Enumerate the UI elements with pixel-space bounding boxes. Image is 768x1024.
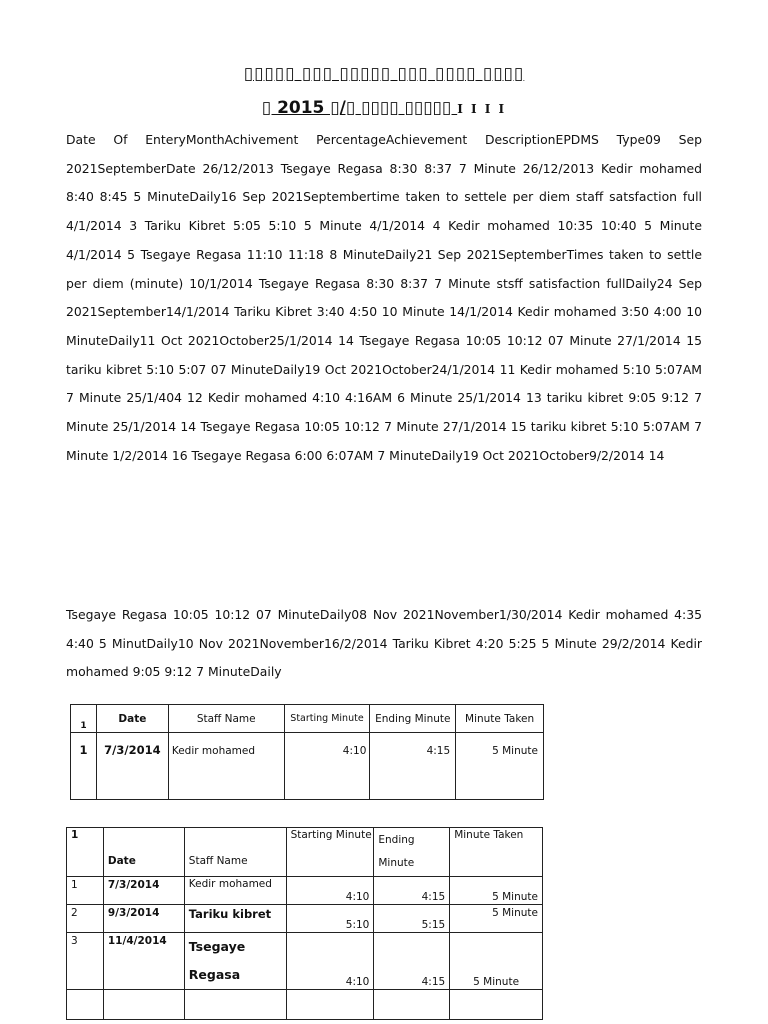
table-corner-cell: 1 [71,705,97,733]
table-header-row [67,828,543,877]
body-paragraph-1: Date Of EnteryMonthAchivement PercentageAchievement DescriptionEPDMS Type09 Sep 2021SeptemberDate 26/12/2013 Tsegaye Regasa 8:30 8:37 7 Minute 26/12/2013 Kedir mohamed 8:40 8:45 5 MinuteDaily16 Sep 2021Septembertime taken to settele per diem staff satsfaction full 4/1/2014 3 Tariku Kibret 5:05 5:10 5 Minute 4/1/2014 4 Kedir mohamed 10:35 10:40 5 Minute 4/1/2014 5 Tsegaye Regasa 11:10 11:18 8 MinuteDaily21 Sep 2021SeptemberTimes taken to settle per diem (minute) 10/1/2014 Tsegaye Regasa 8:30 8:37 7 Minute stsff satisfaction fullDaily24 Sep 2021September14/1/2014 Tariku Kibret 3:40 4:50 10 Minute 14/1/2014 Kedir mohamed 3:50 4:00 10 MinuteDaily11 Oct 2021October25/1/2014 14 Tsegaye Regasa 10:05 10:12 07 Minute 27/1/2014 15 tariku kibret 5:10 5:07 07 MinuteDaily19 Oct 2021October24/1/2014 11 Kedir mohamed 5:10 5:07AM 7 Minute 25/1/404 12 Kedir mohamed 4:10 4:16AM 6 Minute 25/1/2014 13 tariku kibret 9:05 9:12 7 Minute 25/1/2014 14 Tsegaye Regasa 10:05 10:12 7 Minute 27/1/2014 15 tariku kibret 5:10 5:07AM 7 Minute 1/2/2014 16 Tsegaye Regasa 6:00 6:07AM 7 MinuteDaily19 Oct 2021October9/2/2014 14 [66,132,702,463]
row-staff-name: Tariku kibret [184,905,286,933]
subtitle-suffix: I I I I [457,102,507,116]
row-start: 4:10 [284,733,370,800]
empty-cell [450,990,543,1020]
empty-cell [374,990,450,1020]
row-date: 7/3/2014 [96,733,168,800]
row-start: 5:10 [286,905,374,933]
row-number: 1 [71,733,97,800]
subtitle-main: ▯ 2015 ▯/▯ ▯▯▯▯ ▯▯▯▯▯ [261,98,458,118]
row-taken: 5 Minute [456,733,544,800]
table-row-empty [67,990,543,1020]
header-ending-minute: Ending Minute [370,705,456,733]
header-minute-taken: Minute Taken [456,705,544,733]
staff-time-table-1 [70,704,544,800]
row-number: 3 [67,933,104,990]
table-row [71,733,544,800]
body-paragraph-2: Tsegaye Regasa 10:05 10:12 07 MinuteDaily08 Nov 2021November1/30/2014 Kedir mohamed 4:35 4:40 5 MinutDaily10 Nov 2021November16/2/2014 Tariku Kibret 4:20 5:25 5 Minute 29/2/2014 Kedir mohamed 9:05 9:12 7 MinuteDaily [66,607,702,680]
header-date: Date [103,828,184,877]
header-staff-name: Staff Name [168,705,284,733]
empty-cell [67,990,104,1020]
header-starting-minute: Starting Minute [284,705,370,733]
header-minute-taken: Minute Taken [450,828,543,877]
table-row [67,877,543,905]
header-ending-minute [374,828,450,877]
row-date: 7/3/2014 [103,877,184,905]
table-row [67,905,543,933]
row-staff-name [184,933,286,990]
row-start: 4:10 [286,933,374,990]
empty-cell [184,990,286,1020]
header-ending-line2: Minute [378,857,415,869]
row-start: 4:10 [286,877,374,905]
document-subtitle [0,98,768,118]
row-taken: 5 Minute [450,905,543,933]
row-end: 5:15 [374,905,450,933]
header-staff-name: Staff Name [184,828,286,877]
row-end: 4:15 [370,733,456,800]
row-taken: 5 Minute [450,933,543,990]
empty-cell [103,990,184,1020]
empty-cell [286,990,374,1020]
row-date: 9/3/2014 [103,905,184,933]
row-staff-name: Kedir mohamed [184,877,286,905]
row-staff-line1: Tsegaye [188,939,246,954]
row-staff-line2: Regasa [188,967,241,982]
table-header-row [71,705,544,733]
staff-time-table-2 [66,827,543,1020]
document-title: ▯▯▯▯▯ ▯▯▯ ▯▯▯▯▯ ▯▯▯ ▯▯▯▯ ▯▯▯▯ [243,64,525,84]
table-corner-cell: 1 [67,828,104,877]
table-row [67,933,543,990]
row-taken: 5 Minute [450,877,543,905]
row-staff-name: Kedir mohamed [168,733,284,800]
header-date: Date [96,705,168,733]
row-number: 2 [67,905,104,933]
header-ending-line1: Ending [378,834,415,846]
row-date: 11/4/2014 [103,933,184,990]
row-end: 4:15 [374,933,450,990]
row-number: 1 [67,877,104,905]
header-starting-minute: Starting Minute [286,828,374,877]
row-end: 4:15 [374,877,450,905]
